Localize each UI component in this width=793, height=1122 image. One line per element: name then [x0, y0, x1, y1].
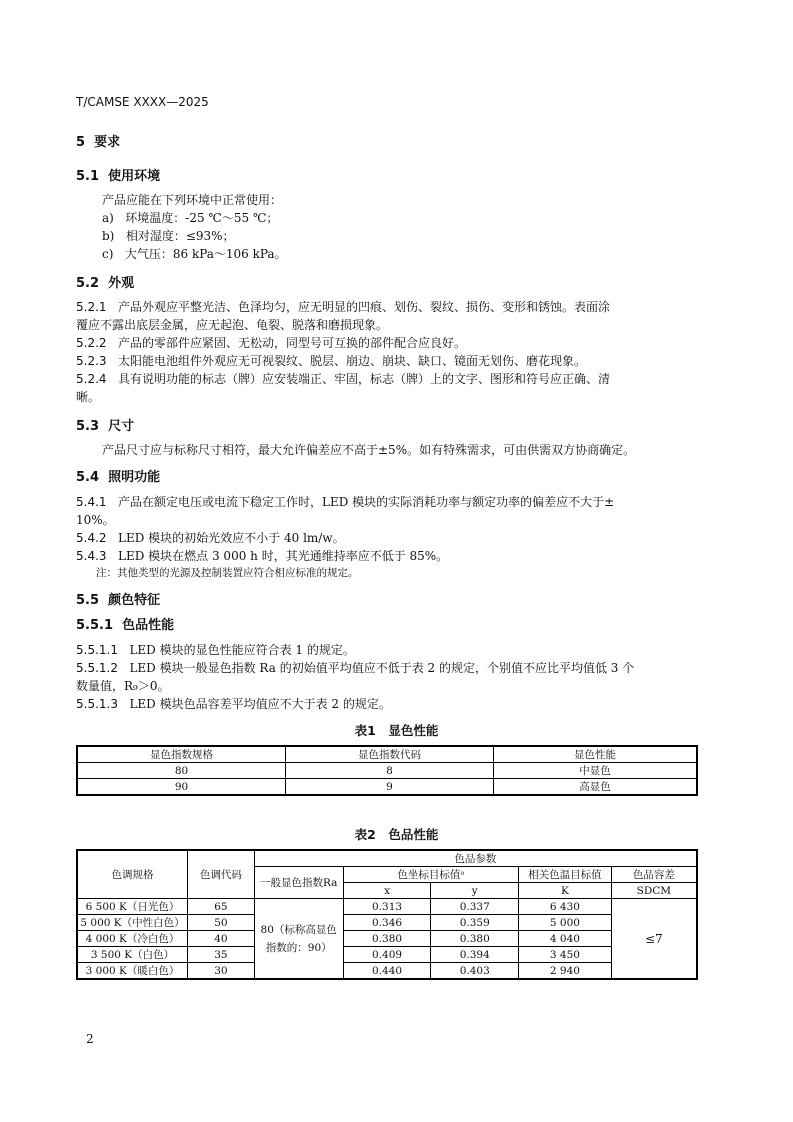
list-text: 相对湿度：≤93%； [125, 229, 235, 243]
table-cell: 0.359 [431, 915, 519, 931]
clause-text: 太阳能电池组件外观应无可视裂纹、脱层、崩边、崩块、缺口、镜面无划伤、磨花现象。 [118, 354, 587, 368]
table-cell: 0.380 [343, 931, 431, 947]
paragraph [76, 493, 614, 510]
table-header: 色品容差 [611, 867, 697, 883]
list-text: 环境温度：-25 ℃～55 ℃； [125, 211, 279, 225]
table-cell: 50 [188, 915, 255, 931]
table-cell: 高显色 [494, 779, 698, 796]
table-1-caption: 表1 显色性能 [354, 723, 439, 738]
clause-text: LED 模块一般显色指数 Ra 的初始值平均值应不低于表 2 的规定，个别值不应比平均值低 3 个 [129, 661, 635, 675]
section-title: 色品性能 [122, 618, 175, 633]
list-label: b) [102, 229, 115, 243]
paragraph [76, 298, 610, 315]
list-item [102, 209, 278, 226]
table-row [77, 931, 697, 947]
list-item [102, 245, 287, 262]
clause-text: LED 模块在燃点 3 000 h 时，其光通维持率应不低于 85%。 [118, 549, 449, 563]
table-cell: 4 040 [519, 931, 612, 947]
table-header: 显色性能 [494, 746, 698, 763]
clause-number: 5.5.1.2 [76, 661, 118, 675]
table-header-row [77, 746, 697, 763]
table-row [77, 899, 697, 915]
list-label: c) [102, 247, 114, 261]
section-5-5-heading [76, 589, 160, 608]
table-cell: 8 [286, 763, 494, 779]
section-number: 5.2 [76, 276, 100, 291]
section-title: 尺寸 [108, 419, 135, 434]
table-header: 色调规格 [77, 850, 188, 899]
section-number: 5 [76, 135, 86, 150]
table-header: 一般显色指数Ra [254, 867, 343, 899]
clause-number: 5.5.1.3 [76, 697, 118, 711]
table-cell: 5 000 K（中性白色） [77, 915, 188, 931]
table-header: 相关色温目标值 [519, 867, 612, 883]
section-title: 使用环境 [108, 169, 161, 184]
paragraph [76, 352, 586, 369]
clause-number: 5.4.1 [76, 495, 107, 509]
table-cell: 0.394 [431, 947, 519, 963]
paragraph: 产品应能在下列环境中正常使用： [102, 193, 283, 207]
paragraph [76, 641, 355, 658]
clause-text: LED 模块的显色性能应符合表 1 的规定。 [129, 643, 355, 657]
section-number: 5.5 [76, 593, 100, 608]
table-header: 色坐标目标值ᵃ [343, 867, 518, 883]
section-5-5-1-heading [76, 614, 174, 633]
paragraph-continuation: 覆应不露出底层金属，应无起泡、龟裂、脱落和磨损现象。 [76, 318, 389, 332]
section-5-4-heading [76, 466, 160, 485]
paragraph [76, 659, 634, 676]
table-cell: 0.409 [343, 947, 431, 963]
document-header: T/CAMSE XXXX—2025 [76, 95, 209, 109]
table-row [77, 915, 697, 931]
list-text: 大气压：86 kPa～106 kPa。 [124, 247, 287, 261]
table-cell-ra: 80（标称高显色指数的：90） [254, 899, 343, 980]
table-cell: 2 940 [519, 963, 612, 980]
clause-text: LED 模块色品容差平均值应不大于表 2 的规定。 [129, 697, 391, 711]
paragraph [76, 695, 391, 712]
table-cell: 80 [77, 763, 286, 779]
table-cell: 0.380 [431, 931, 519, 947]
table-row [77, 963, 697, 980]
clause-number: 5.2.2 [76, 336, 107, 350]
table-cell: 65 [188, 899, 255, 915]
clause-number: 5.4.2 [76, 531, 107, 545]
table-cell: 40 [188, 931, 255, 947]
table-header: y [431, 883, 519, 899]
section-title: 外观 [108, 276, 135, 291]
paragraph-continuation: 晰。 [76, 390, 101, 404]
table-cell: 30 [188, 963, 255, 980]
section-title: 颜色特征 [108, 593, 161, 608]
table-cell: 5 000 [519, 915, 612, 931]
table-cell: 3 450 [519, 947, 612, 963]
table-cell: 90 [77, 779, 286, 796]
table-cell: 9 [286, 779, 494, 796]
clause-text: LED 模块的初始光效应不小于 40 lm/w。 [118, 531, 345, 545]
table-cell: 0.403 [431, 963, 519, 980]
table-row [77, 779, 697, 796]
section-number: 5.5.1 [76, 618, 114, 633]
clause-number: 5.2.4 [76, 372, 107, 386]
note: 注：其他类型的光源及控制装置应符合相应标准的规定。 [96, 567, 359, 579]
section-number: 5.3 [76, 419, 100, 434]
list-label: a) [102, 211, 114, 225]
paragraph [76, 334, 466, 351]
paragraph: 产品尺寸应与标称尺寸相符，最大允许偏差应不高于±5%。如有特殊需求，可由供需双方协商确定。 [102, 443, 636, 457]
clause-number: 5.2.3 [76, 354, 107, 368]
clause-text: 产品在额定电压或电流下稳定工作时，LED 模块的实际消耗功率与额定功率的偏差应不大于± [118, 495, 615, 509]
table-header: SDCM [611, 883, 697, 899]
clause-number: 5.5.1.1 [76, 643, 118, 657]
table-header: 显色指数代码 [286, 746, 494, 763]
table-header: 色品参数 [254, 850, 697, 867]
table-header: K [519, 883, 612, 899]
table-2-caption: 表2 色品性能 [354, 827, 439, 842]
table-cell: 中显色 [494, 763, 698, 779]
section-5-1-heading [76, 165, 160, 184]
table-cell: 3 500 K（白色） [77, 947, 188, 963]
table-header-row [77, 850, 697, 867]
clause-text: 产品的零部件应紧固、无松动，同型号可互换的部件配合应良好。 [118, 336, 467, 350]
table-cell: 0.313 [343, 899, 431, 915]
clause-number: 5.2.1 [76, 300, 107, 314]
table-1 [76, 745, 698, 796]
table-cell: 0.440 [343, 963, 431, 980]
paragraph [76, 547, 448, 564]
section-5-2-heading [76, 272, 134, 291]
table-header: 显色指数规格 [77, 746, 286, 763]
table-cell: 6 500 K（日光色） [77, 899, 188, 915]
table-cell-sdcm: ≤7 [611, 899, 697, 980]
paragraph-continuation: 10%。 [76, 513, 115, 527]
clause-number: 5.4.3 [76, 549, 107, 563]
clause-text: 具有说明功能的标志（牌）应安装端正、牢固，标志（牌）上的文字、图形和符号应正确、清 [118, 372, 611, 386]
table-cell: 35 [188, 947, 255, 963]
table-header: x [343, 883, 431, 899]
table-cell: 6 430 [519, 899, 612, 915]
section-title: 照明功能 [108, 470, 161, 485]
section-number: 5.4 [76, 470, 100, 485]
table-row [77, 947, 697, 963]
clause-text: 产品外观应平整光洁、色泽均匀，应无明显的凹痕、划伤、裂纹、损伤、变形和锈蚀。表面涂 [118, 300, 611, 314]
table-header: 色调代码 [188, 850, 255, 899]
section-title: 要求 [94, 135, 121, 150]
paragraph [76, 529, 345, 546]
table-cell: 4 000 K（冷白色） [77, 931, 188, 947]
table-row [77, 763, 697, 779]
paragraph-continuation: 数量值，R₉＞0。 [76, 679, 170, 693]
table-2 [76, 849, 698, 980]
table-cell: 0.337 [431, 899, 519, 915]
page-number: 2 [86, 1032, 94, 1046]
section-5-heading [76, 131, 120, 150]
table-cell: 3 000 K（暖白色） [77, 963, 188, 980]
list-item [102, 227, 235, 244]
table-cell: 0.346 [343, 915, 431, 931]
section-number: 5.1 [76, 169, 100, 184]
section-5-3-heading [76, 415, 134, 434]
paragraph [76, 370, 610, 387]
